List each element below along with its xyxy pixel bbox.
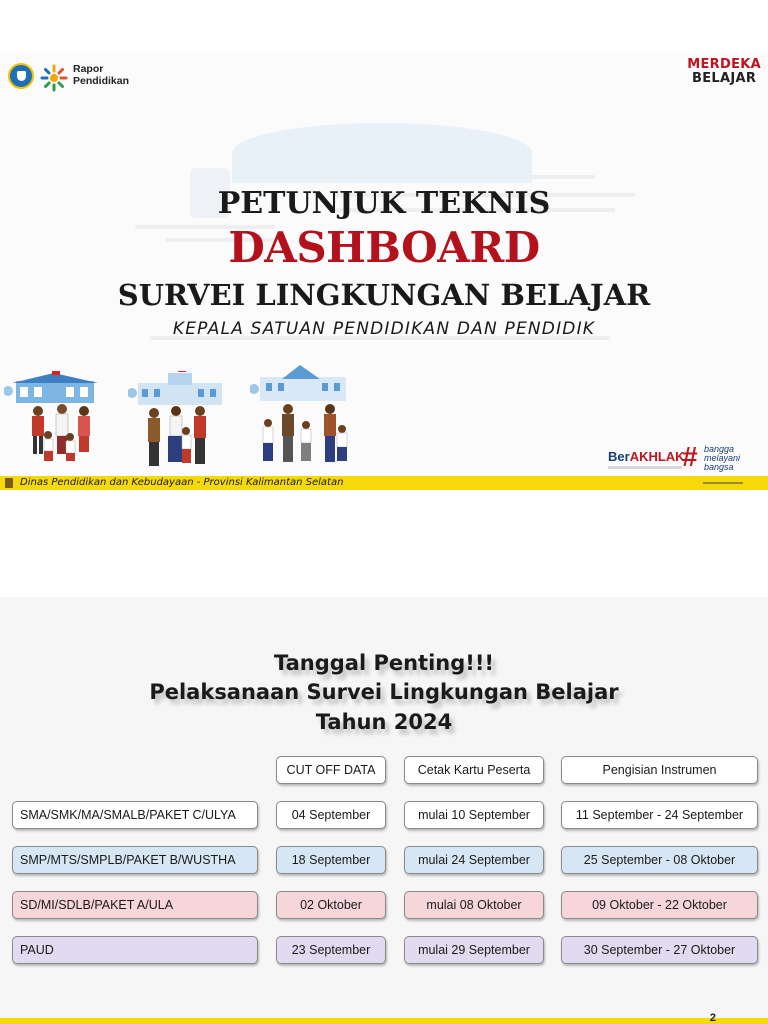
rapor-sun-icon xyxy=(40,64,68,92)
title-petunjuk-teknis: PETUNJUK TEKNIS xyxy=(217,186,551,221)
hash-icon: # xyxy=(682,441,698,472)
footer-bar xyxy=(0,476,768,490)
footer-text: Dinas Pendidikan dan Kebudayaan - Provinsi Kalimantan Selatan xyxy=(20,477,344,488)
subtitle-kepala: KEPALA SATUAN PENDIDIKAN DAN PENDIDIK xyxy=(172,319,596,339)
header-cutoff: CUT OFF DATA xyxy=(276,756,386,784)
schedule-title-line2: Pelaksanaan Survei Lingkungan Belajar xyxy=(149,680,619,704)
school-students-illustration xyxy=(4,371,100,471)
merdeka-word: MERDEKA xyxy=(687,57,761,72)
row-cetak-paud: mulai 29 September xyxy=(404,936,544,964)
header-cetak: Cetak Kartu Peserta xyxy=(404,756,544,784)
schedule-title-line3: Tahun 2024 xyxy=(315,710,453,734)
row-cetak-sma: mulai 10 September xyxy=(404,801,544,829)
row-pengisian-paud: 30 September - 27 Oktober xyxy=(561,936,758,964)
row-pengisian-sma: 11 September - 24 September xyxy=(561,801,758,829)
title-dashboard: DASHBOARD xyxy=(228,223,540,272)
motto-line3: bangsa xyxy=(704,462,734,472)
header-pengisian: Pengisian Instrumen xyxy=(561,756,758,784)
schedule-slide xyxy=(0,597,768,1024)
page-number: 2 xyxy=(709,1012,716,1024)
watermark-arc xyxy=(232,123,532,183)
row-cutoff-sd: 02 Oktober xyxy=(276,891,386,919)
rapor-logo-line2: Pendidikan xyxy=(73,75,130,87)
berakhlak-prefix: Ber xyxy=(608,449,630,464)
row-cutoff-paud: 23 September xyxy=(276,936,386,964)
bangga-melayani-bangsa xyxy=(704,445,740,472)
kemendikbud-logo-icon xyxy=(8,63,34,89)
row-level-sma: SMA/SMK/MA/SMALB/PAKET C/ULYA xyxy=(12,801,258,829)
row-level-smp: SMP/MTS/SMPLB/PAKET B/WUSTHA xyxy=(12,846,258,874)
rapor-logo-text xyxy=(73,63,129,87)
row-level-paud: PAUD xyxy=(12,936,258,964)
rapor-pendidikan-logo xyxy=(40,62,132,90)
row-level-sd: SD/MI/SDLB/PAKET A/ULA xyxy=(12,891,258,919)
row-cetak-smp: mulai 24 September xyxy=(404,846,544,874)
row-cutoff-smp: 18 September xyxy=(276,846,386,874)
schedule-footer-bar xyxy=(0,1018,768,1024)
row-cetak-sd: mulai 08 Oktober xyxy=(404,891,544,919)
cover-slide xyxy=(0,53,768,490)
schedule-title-line1: Tanggal Penting!!! xyxy=(273,651,495,675)
berakhlak-word: AKHLAK xyxy=(629,449,685,464)
province-emblem-icon xyxy=(5,478,13,488)
berakhlak-logo xyxy=(608,441,758,475)
motto-line1: bangga xyxy=(704,444,735,454)
row-cutoff-sma: 04 September xyxy=(276,801,386,829)
motto-line2: melayani xyxy=(704,453,741,463)
berakhlak-text xyxy=(608,449,685,464)
berakhlak-subline xyxy=(608,466,682,469)
watermark-line xyxy=(335,175,595,179)
title-survei: SURVEI LINGKUNGAN BELAJAR xyxy=(117,278,651,312)
signature-mark xyxy=(703,482,743,484)
school-students-illustration xyxy=(250,363,352,475)
row-pengisian-sd: 09 Oktober - 22 Oktober xyxy=(561,891,758,919)
belajar-word: BELAJAR xyxy=(692,71,757,86)
row-pengisian-smp: 25 September - 08 Oktober xyxy=(561,846,758,874)
school-students-illustration xyxy=(128,371,228,475)
rapor-logo-line1: Rapor xyxy=(73,63,104,75)
merdeka-belajar-logo xyxy=(687,58,761,86)
